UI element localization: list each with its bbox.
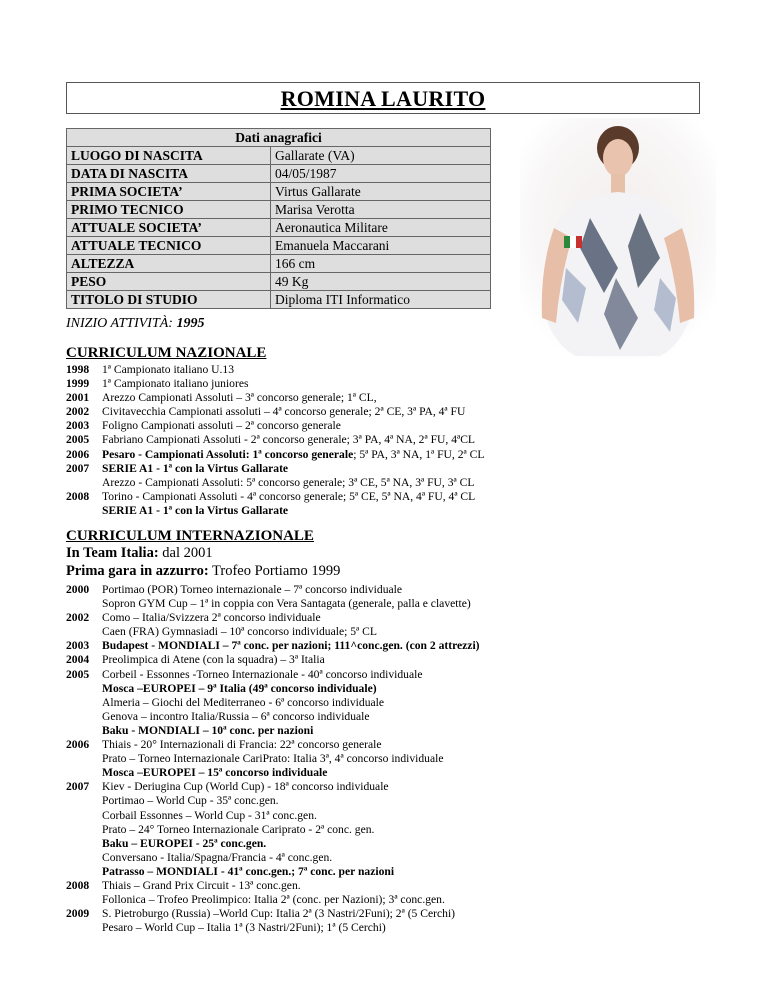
curriculum-year bbox=[66, 504, 102, 518]
anagrafici-label: ATTUALE TECNICO bbox=[67, 237, 271, 255]
curriculum-row bbox=[66, 837, 746, 851]
curriculum-text: Civitavecchia Campionati assoluti – 4ª concorso generale; 2ª CE, 3ª PA, 4ª FU bbox=[102, 405, 466, 419]
curriculum-text: Genova – incontro Italia/Russia – 6ª concorso individuale bbox=[102, 709, 370, 723]
curriculum-row bbox=[66, 377, 746, 391]
curriculum-row bbox=[66, 476, 746, 490]
curriculum-year bbox=[66, 597, 102, 611]
curriculum-year bbox=[66, 809, 102, 823]
curriculum-row bbox=[66, 738, 746, 752]
anagrafici-value: 04/05/1987 bbox=[271, 165, 491, 183]
inizio-label: INIZIO ATTIVITÀ: bbox=[66, 316, 173, 331]
anagrafici-label: ATTUALE SOCIETA’ bbox=[67, 219, 271, 237]
curriculum-row bbox=[66, 419, 746, 433]
curriculum-year bbox=[66, 837, 102, 851]
curriculum-nazionale-list bbox=[66, 363, 746, 518]
curriculum-year bbox=[66, 696, 102, 710]
curriculum-text: SERIE A1 - 1ª con la Virtus Gallarate bbox=[102, 503, 289, 517]
page-title: ROMINA LAURITO bbox=[280, 86, 486, 111]
curriculum-text: Corbail Essonnes – World Cup - 31ª conc.gen. bbox=[102, 808, 317, 822]
curriculum-row bbox=[66, 879, 746, 893]
curriculum-year bbox=[66, 682, 102, 696]
anagrafici-value: Virtus Gallarate bbox=[271, 183, 491, 201]
curriculum-row bbox=[66, 583, 746, 597]
curriculum-row bbox=[66, 363, 746, 377]
curriculum-year: 2007 bbox=[66, 461, 90, 475]
anagrafici-value: Marisa Verotta bbox=[271, 201, 491, 219]
curriculum-year bbox=[66, 865, 102, 879]
curriculum-year: 2007 bbox=[66, 780, 90, 794]
curriculum-text: Kiev - Deriugina Cup (World Cup) - 18ª concorso individuale bbox=[102, 780, 389, 794]
curriculum-year: 2001 bbox=[66, 391, 90, 405]
curriculum-row bbox=[66, 865, 746, 879]
curriculum-row bbox=[66, 611, 746, 625]
curriculum-text: Torino - Campionati Assoluti - 4ª concorso generale; 5ª CE, 5ª NA, 4ª FU, 4ª CL bbox=[102, 489, 476, 503]
athlete-photo bbox=[520, 118, 716, 358]
anagrafici-value: Emanuela Maccarani bbox=[271, 237, 491, 255]
anagrafici-row bbox=[67, 255, 491, 273]
curriculum-text: 1ª Campionato italiano juniores bbox=[102, 377, 249, 391]
curriculum-year: 2008 bbox=[66, 878, 90, 892]
curriculum-row bbox=[66, 851, 746, 865]
curriculum-year bbox=[66, 625, 102, 639]
anagrafici-label: PRIMO TECNICO bbox=[67, 201, 271, 219]
curriculum-text: 1ª Campionato italiano U.13 bbox=[102, 363, 234, 376]
anagrafici-header: Dati anagrafici bbox=[67, 129, 491, 147]
curriculum-row bbox=[66, 597, 746, 611]
curriculum-text: SERIE A1 - 1ª con la Virtus Gallarate bbox=[102, 461, 289, 475]
team-italia-label: In Team Italia: bbox=[66, 545, 159, 561]
curriculum-row bbox=[66, 490, 746, 504]
curriculum-row bbox=[66, 668, 746, 682]
curriculum-row bbox=[66, 391, 746, 405]
curriculum-text: Arezzo - Campionati Assoluti: 5ª concorso generale; 3ª CE, 5ª NA, 3ª FU, 3ª CL bbox=[102, 475, 475, 489]
curriculum-year bbox=[66, 794, 102, 808]
curriculum-row bbox=[66, 780, 746, 794]
curriculum-row bbox=[66, 448, 746, 462]
curriculum-text: Portimao (POR) Torneo internazionale – 7ª concorso individuale bbox=[102, 583, 402, 596]
curriculum-text: Budapest - MONDIALI – 7ª conc. per nazioni; 111^conc.gen. (con 2 attrezzi) bbox=[102, 639, 480, 653]
curriculum-year bbox=[66, 823, 102, 837]
curriculum-text: Prato – Torneo Internazionale CariPrato: Italia 3ª, 4ª concorso individuale bbox=[102, 752, 444, 766]
anagrafici-row bbox=[67, 201, 491, 219]
curriculum-text: S. Pietroburgo (Russia) –World Cup: Italia 2ª (3 Nastri/2Funi); 2ª (5 Cerchi) bbox=[102, 907, 456, 921]
curriculum-row bbox=[66, 682, 746, 696]
curriculum-text: Follonica – Trofeo Preolimpico: Italia 2ª (conc. per Nazioni); 3ª conc.gen. bbox=[102, 893, 445, 907]
anagrafici-label: TITOLO DI STUDIO bbox=[67, 291, 271, 309]
inizio-year: 1995 bbox=[176, 316, 205, 331]
anagrafici-row bbox=[67, 291, 491, 309]
curriculum-text: Mosca –EUROPEI – 15ª concorso individuale bbox=[102, 766, 328, 780]
anagrafici-value: Aeronautica Militare bbox=[271, 219, 491, 237]
curriculum-text: Portimao – World Cup - 35ª conc.gen. bbox=[102, 794, 279, 808]
curriculum-text: Prato – 24° Torneo Internazionale Cariprato - 2ª conc. gen. bbox=[102, 822, 375, 836]
curriculum-year: 2006 bbox=[66, 447, 90, 461]
curriculum-text: Patrasso – MONDIALI - 41ª conc.gen.; 7ª conc. per nazioni bbox=[102, 864, 395, 878]
prima-gara-line bbox=[66, 563, 340, 580]
curriculum-year: 2004 bbox=[66, 653, 90, 667]
curriculum-year bbox=[66, 752, 102, 766]
curriculum-text: Thiais – Grand Prix Circuit - 13ª conc.gen. bbox=[102, 878, 301, 892]
curriculum-row bbox=[66, 724, 746, 738]
curriculum-year: 1998 bbox=[66, 363, 90, 376]
curriculum-row bbox=[66, 625, 746, 639]
curriculum-year: 2008 bbox=[66, 489, 90, 503]
curriculum-text bbox=[102, 448, 484, 462]
anagrafici-value: 49 Kg bbox=[271, 273, 491, 291]
curriculum-year bbox=[66, 476, 102, 490]
anagrafici-value: Diploma ITI Informatico bbox=[271, 291, 491, 309]
curriculum-row bbox=[66, 766, 746, 780]
curriculum-year: 2002 bbox=[66, 611, 90, 625]
curriculum-text-rest: ; 5ª PA, 3ª NA, 1ª FU, 2ª CL bbox=[353, 447, 485, 461]
curriculum-text: Arezzo Campionati Assoluti – 3ª concorso generale; 1ª CL, bbox=[102, 391, 377, 405]
anagrafici-header-row bbox=[67, 129, 491, 147]
curriculum-year bbox=[66, 921, 102, 935]
curriculum-row bbox=[66, 710, 746, 724]
curriculum-text: Caen (FRA) Gymnasiadi – 10ª concorso individuale; 5ª CL bbox=[102, 625, 377, 639]
curriculum-year: 2000 bbox=[66, 583, 90, 596]
prima-gara-label: Prima gara in azzurro: bbox=[66, 563, 209, 579]
curriculum-row bbox=[66, 907, 746, 921]
curriculum-nazionale-heading: CURRICULUM NAZIONALE bbox=[66, 345, 267, 361]
anagrafici-value: 166 cm bbox=[271, 255, 491, 273]
curriculum-year bbox=[66, 724, 102, 738]
curriculum-text-bold: Pesaro - Campionati Assoluti: 1ª concorso generale bbox=[102, 447, 354, 461]
curriculum-year: 2005 bbox=[66, 433, 90, 447]
curriculum-row bbox=[66, 639, 746, 653]
curriculum-year bbox=[66, 766, 102, 780]
curriculum-internazionale-list bbox=[66, 583, 746, 935]
curriculum-year bbox=[66, 893, 102, 907]
curriculum-row bbox=[66, 823, 746, 837]
anagrafici-row bbox=[67, 273, 491, 291]
curriculum-row bbox=[66, 504, 746, 518]
team-italia-line bbox=[66, 545, 213, 562]
curriculum-text: Baku - MONDIALI – 10ª conc. per nazioni bbox=[102, 723, 314, 737]
anagrafici-row bbox=[67, 183, 491, 201]
curriculum-row bbox=[66, 921, 746, 935]
curriculum-year: 2006 bbox=[66, 738, 90, 752]
curriculum-year: 1999 bbox=[66, 377, 90, 391]
team-italia-value: dal 2001 bbox=[158, 545, 213, 561]
curriculum-year: 2003 bbox=[66, 419, 90, 433]
curriculum-text: Como – Italia/Svizzera 2ª concorso individuale bbox=[102, 611, 321, 625]
curriculum-text: Mosca –EUROPEI – 9ª Italia (49ª concorso individuale) bbox=[102, 681, 377, 695]
curriculum-text: Sopron GYM Cup – 1ª in coppia con Vera Santagata (generale, palla e clavette) bbox=[102, 597, 471, 611]
curriculum-year: 2009 bbox=[66, 907, 90, 921]
anagrafici-row bbox=[67, 147, 491, 165]
curriculum-row bbox=[66, 794, 746, 808]
anagrafici-label: PRIMA SOCIETA’ bbox=[67, 183, 271, 201]
curriculum-row bbox=[66, 809, 746, 823]
title-box bbox=[66, 82, 700, 114]
curriculum-row bbox=[66, 696, 746, 710]
curriculum-text: Pesaro – World Cup – Italia 1ª (3 Nastri/2Funi); 1ª (5 Cerchi) bbox=[102, 921, 386, 935]
anagrafici-row bbox=[67, 219, 491, 237]
curriculum-row bbox=[66, 462, 746, 476]
curriculum-text: Corbeil - Essonnes -Torneo Internazionale - 40ª concorso individuale bbox=[102, 667, 423, 681]
curriculum-row bbox=[66, 653, 746, 667]
anagrafici-label: LUOGO DI NASCITA bbox=[67, 147, 271, 165]
curriculum-text: Preolimpica di Atene (con la squadra) – 3ª Italia bbox=[102, 653, 325, 667]
curriculum-text: Foligno Campionati assoluti – 2ª concorso generale bbox=[102, 419, 341, 433]
curriculum-text: Fabriano Campionati Assoluti - 2ª concorso generale; 3ª PA, 4ª NA, 2ª FU, 4ªCL bbox=[102, 433, 476, 447]
curriculum-row bbox=[66, 405, 746, 419]
curriculum-text: Conversano - Italia/Spagna/Francia - 4ª conc.gen. bbox=[102, 850, 333, 864]
curriculum-year: 2003 bbox=[66, 639, 90, 653]
curriculum-year bbox=[66, 710, 102, 724]
inizio-attivita bbox=[66, 316, 204, 332]
curriculum-text: Baku – EUROPEI - 25ª conc.gen. bbox=[102, 836, 267, 850]
curriculum-internazionale-heading: CURRICULUM INTERNAZIONALE bbox=[66, 528, 314, 544]
curriculum-row bbox=[66, 893, 746, 907]
anagrafici-label: ALTEZZA bbox=[67, 255, 271, 273]
curriculum-text: Almeria – Giochi del Mediterraneo - 6ª concorso individuale bbox=[102, 695, 385, 709]
prima-gara-value: Trofeo Portiamo 1999 bbox=[208, 563, 341, 579]
anagrafici-label: DATA DI NASCITA bbox=[67, 165, 271, 183]
curriculum-year: 2005 bbox=[66, 667, 90, 681]
curriculum-year bbox=[66, 851, 102, 865]
curriculum-year: 2002 bbox=[66, 405, 90, 419]
curriculum-row bbox=[66, 752, 746, 766]
anagrafici-label: PESO bbox=[67, 273, 271, 291]
anagrafici-value: Gallarate (VA) bbox=[271, 147, 491, 165]
curriculum-row bbox=[66, 433, 746, 447]
curriculum-text: Thiais - 20° Internazionali di Francia: 22ª concorso generale bbox=[102, 738, 382, 752]
anagrafici-row bbox=[67, 237, 491, 255]
anagrafici-row bbox=[67, 165, 491, 183]
anagrafici-table bbox=[66, 128, 491, 309]
